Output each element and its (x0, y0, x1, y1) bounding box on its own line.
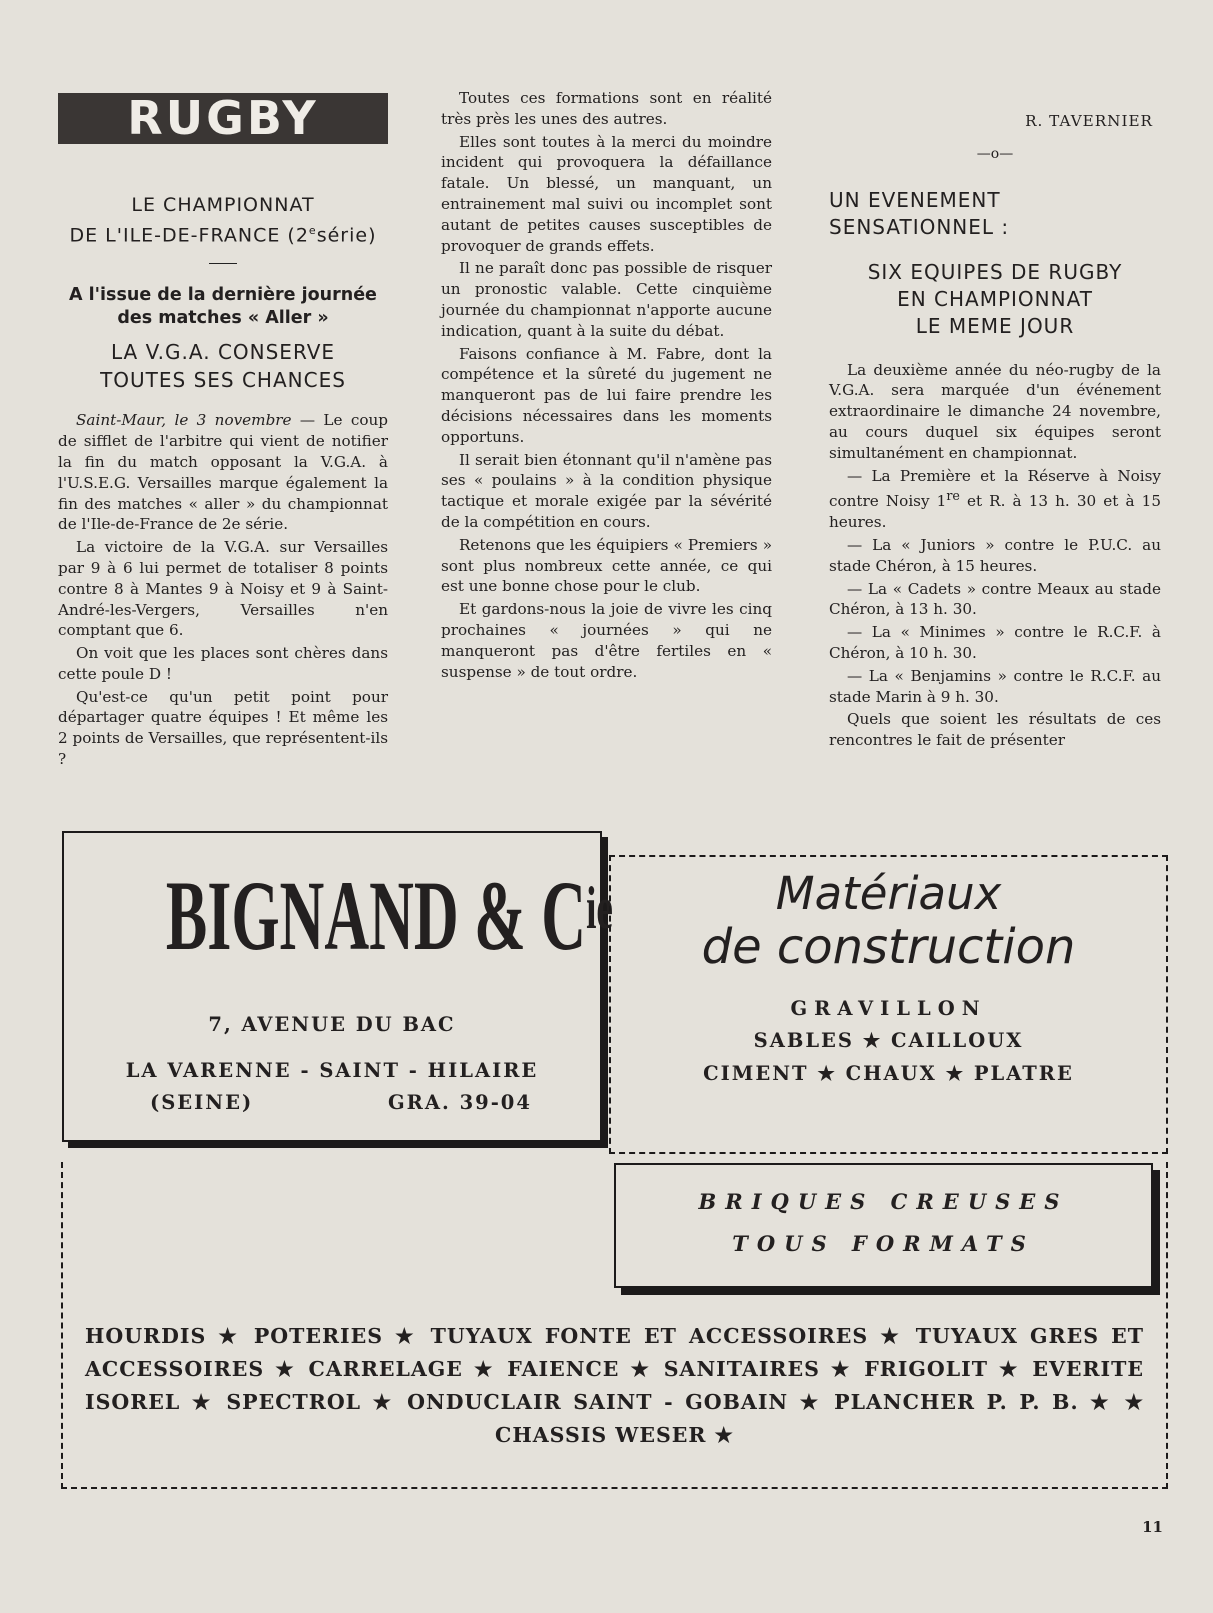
headline-line2: TOUTES SES CHANCES (100, 368, 346, 393)
article-subheading (58, 284, 388, 330)
headline-line1: LA V.G.A. CONSERVE (110, 340, 336, 365)
materiaux-title-line2: de construction (701, 919, 1076, 975)
bignand-name (165, 860, 613, 971)
heading-line2-suffix: série) (316, 224, 377, 247)
article2-sub-line3: LE MEME JOUR (915, 313, 1075, 338)
signature: R. TAVERNIER (1025, 112, 1153, 130)
materiaux-ad (609, 855, 1168, 1154)
paragraph: — La « Juniors » contre le P.U.C. au stade Chéron, à 15 heures. (829, 536, 1161, 575)
paragraph (58, 410, 388, 535)
article2-sub-line1: SIX EQUIPES DE RUGBY (867, 259, 1123, 284)
paragraph: Et gardons-nous la joie de vivre les cinq prochaines « journées » qui ne manqueront pas d'être fertiles en « suspense » de tout ordre. (441, 600, 772, 681)
materiaux-item-line3: CIMENT ★ CHAUX ★ PLATRE (703, 1062, 1074, 1085)
column-2 (441, 88, 772, 684)
paragraph: La deuxième année du néo-rugby de la V.G.A. sera marquée d'un événement extraordinaire le dimanche 24 novembre, au cours duquel six équipes seront simultanément en championnat. (829, 360, 1161, 462)
briques-ad (614, 1163, 1153, 1288)
article2-heading-line1: UN EVENEMENT (829, 187, 1001, 212)
bignand-address2: LA VARENNE - SAINT - HILAIRE (125, 1059, 539, 1082)
article2-heading (829, 187, 1161, 241)
bignand-name-sup: ie (586, 875, 613, 941)
materiaux-item-line2: SABLES ★ CAILLOUX (753, 1029, 1024, 1052)
paragraph-text-suffix: et R. à 13 h. 30 et à 15 heures. (829, 492, 1161, 532)
paragraph: — La « Minimes » contre le R.C.F. à Chéron, à 10 h. 30. (829, 623, 1161, 663)
column-1 (58, 88, 388, 772)
bignand-ad (62, 831, 613, 1142)
subheading-line2: des matches « Aller » (117, 308, 329, 329)
bignand-phone: GRA. 39-04 (388, 1091, 532, 1114)
article-heading-line1: LE CHAMPIONNAT (131, 194, 315, 216)
page-number: 11 (1142, 1518, 1163, 1536)
paragraph: La victoire de la V.G.A. sur Versailles par 9 à 6 lui permet de totaliser 8 points contre 8 à Mantes 9 à Noisy et 9 à Saint-André-les-Vergers, Versailles n'en comptant que 6. (58, 538, 388, 640)
heading-line2-sup: e (308, 224, 317, 237)
paragraph: Il serait bien étonnant qu'il n'amène pas ses « poulains » à la condition physique tactique et morale exigée par la sévérité de la compétition en cours. (441, 450, 772, 531)
products-list: HOURDIS ★ POTERIES ★ TUYAUX FONTE ET ACCESSOIRES ★ TUYAUX GRES ET ACCESSOIRES ★ CARRELAGE ★ FAIENCE ★ SANITAIRES ★ FRIGOLIT ★ EVERITE ISOREL ★ SPECTROL ★ ONDUCLAIR SAINT - GOBAIN ★ PLANCHER P. P. B. ★ ★ CHASSIS WESER ★ (85, 1324, 1144, 1447)
paragraph: Quels que soient les résultats de ces rencontres le fait de présenter (829, 710, 1161, 750)
heading-rule (209, 263, 237, 264)
paragraph: Toutes ces formations sont en réalité très près les unes des autres. (441, 89, 772, 128)
column-3 (829, 110, 1161, 753)
article-heading-line2 (58, 218, 388, 248)
dateline: Saint-Maur, le 3 novembre (76, 411, 292, 430)
bignand-name-text: BIGNAND & C (165, 860, 587, 971)
paragraph-sup: re (946, 488, 960, 504)
paragraph: Elles sont toutes à la merci du moindre incident qui provoquera la défaillance fatale. Un blessé, un manquant, un entrainement mal suivi ou incomplet sont autant de petites causes susceptibles de provoquer de grands effets. (441, 132, 772, 255)
paragraph: — La « Benjamins » contre le R.C.F. au stade Marin à 9 h. 30. (829, 666, 1161, 706)
heading-line2-text: DE L'ILE-DE-FRANCE (2 (69, 224, 309, 247)
article2-sub-line2: EN CHAMPIONNAT (897, 286, 1093, 311)
materiaux-title-line1: Matériaux (775, 867, 1002, 920)
materiaux-item-line1: GRAVILLON (790, 997, 987, 1020)
paragraph: Il ne paraît donc pas possible de risquer un pronostic valable. Cette cinquième journée du championnat n'apporte aucune indication, quant à la suite du débat. (441, 259, 772, 340)
article-headline (58, 338, 388, 394)
paragraph: Qu'est-ce qu'un petit point pour départager quatre équipes ! Et même les 2 points de Versailles, que représentent-ils ? (58, 687, 388, 769)
paragraph (829, 466, 1161, 533)
paragraph: Faisons confiance à M. Fabre, dont la compétence et la sûreté du jugement ne manqueront pas de lui faire prendre les décisions nécessaires dans les moments opportuns. (441, 344, 772, 446)
section-title: RUGBY (58, 93, 388, 144)
article2-heading-line2: SENSATIONNEL : (829, 214, 1010, 239)
paragraph: Retenons que les équipiers « Premiers » sont plus nombreux cette année, ce qui est une bonne chose pour le club. (441, 535, 772, 596)
bignand-address1: 7, AVENUE DU BAC (208, 1013, 456, 1036)
paragraph-text: — Le coup de sifflet de l'arbitre qui vient de notifier la fin du match opposant la V.G.A. à l'U.S.E.G. Versailles marque également la fin des matches « aller » du championnat de l'Ile-de-France de 2e série. (58, 411, 388, 534)
article-heading (58, 192, 388, 248)
briques-line2: TOUS FORMATS (732, 1231, 1035, 1256)
article2-subheading (829, 259, 1161, 340)
separator: —o— (976, 145, 1014, 162)
briques-line1: BRIQUES CREUSES (698, 1189, 1069, 1214)
subheading-line1: A l'issue de la dernière journée (69, 285, 377, 306)
paragraph: — La « Cadets » contre Meaux au stade Chéron, à 13 h. 30. (829, 579, 1161, 619)
paragraph: On voit que les places sont chères dans cette poule D ! (58, 644, 388, 683)
paragraph-text: — La Première et la Réserve à Noisy contre Noisy 1 (829, 466, 1161, 511)
bignand-region: (SEINE) (150, 1091, 254, 1114)
